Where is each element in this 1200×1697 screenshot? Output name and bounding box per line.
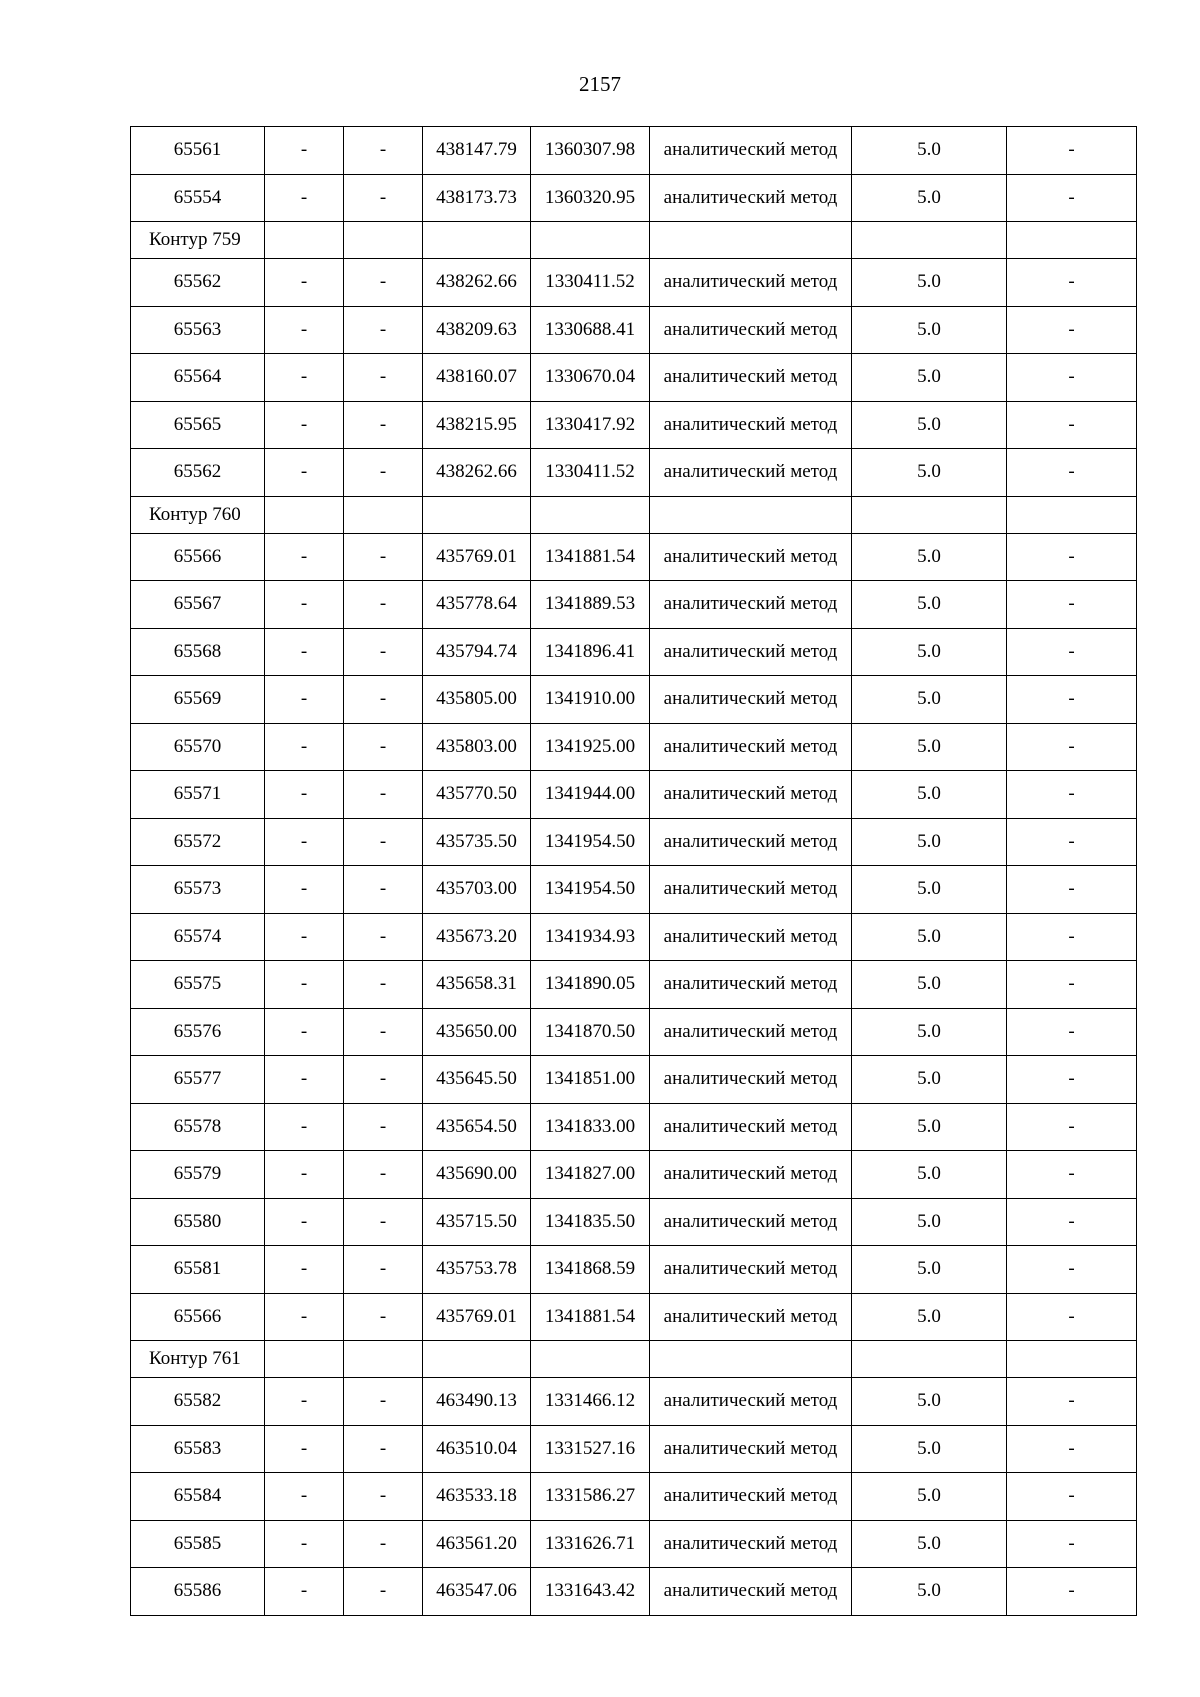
method-cell: аналитический метод [650, 1008, 852, 1056]
contour-label: Контур 761 [131, 1341, 265, 1378]
accuracy-cell: 5.0 [852, 1198, 1007, 1246]
accuracy-cell: 5.0 [852, 354, 1007, 402]
empty-dash-cell: - [265, 306, 344, 354]
empty-dash-cell: - [265, 1151, 344, 1199]
note-cell: - [1007, 1473, 1137, 1521]
note-cell: - [1007, 1293, 1137, 1341]
empty-cell [423, 496, 531, 533]
y-coordinate-cell: 1341890.05 [531, 961, 650, 1009]
empty-cell [344, 1341, 423, 1378]
empty-dash-cell: - [265, 449, 344, 497]
empty-dash-cell: - [344, 1293, 423, 1341]
accuracy-cell: 5.0 [852, 771, 1007, 819]
empty-dash-cell: - [344, 628, 423, 676]
note-cell: - [1007, 628, 1137, 676]
empty-dash-cell: - [265, 1520, 344, 1568]
accuracy-cell: 5.0 [852, 961, 1007, 1009]
point-id-cell: 65573 [131, 866, 265, 914]
note-cell: - [1007, 127, 1137, 175]
empty-dash-cell: - [265, 1198, 344, 1246]
method-cell: аналитический метод [650, 628, 852, 676]
x-coordinate-cell: 463533.18 [423, 1473, 531, 1521]
method-cell: аналитический метод [650, 354, 852, 402]
point-id-cell: 65582 [131, 1378, 265, 1426]
point-id-cell: 65579 [131, 1151, 265, 1199]
table-row [131, 676, 1137, 724]
empty-cell [265, 496, 344, 533]
empty-dash-cell: - [344, 818, 423, 866]
point-id-cell: 65585 [131, 1520, 265, 1568]
empty-dash-cell: - [265, 913, 344, 961]
accuracy-cell: 5.0 [852, 1568, 1007, 1616]
accuracy-cell: 5.0 [852, 1056, 1007, 1104]
y-coordinate-cell: 1341870.50 [531, 1008, 650, 1056]
method-cell: аналитический метод [650, 1056, 852, 1104]
empty-dash-cell: - [344, 961, 423, 1009]
point-id-cell: 65562 [131, 449, 265, 497]
x-coordinate-cell: 435794.74 [423, 628, 531, 676]
y-coordinate-cell: 1341934.93 [531, 913, 650, 961]
x-coordinate-cell: 435654.50 [423, 1103, 531, 1151]
empty-cell [1007, 1341, 1137, 1378]
x-coordinate-cell: 463490.13 [423, 1378, 531, 1426]
accuracy-cell: 5.0 [852, 174, 1007, 222]
y-coordinate-cell: 1341896.41 [531, 628, 650, 676]
method-cell: аналитический метод [650, 533, 852, 581]
empty-dash-cell: - [265, 818, 344, 866]
x-coordinate-cell: 435770.50 [423, 771, 531, 819]
method-cell: аналитический метод [650, 259, 852, 307]
empty-dash-cell: - [265, 771, 344, 819]
y-coordinate-cell: 1341889.53 [531, 581, 650, 629]
empty-cell [852, 222, 1007, 259]
method-cell: аналитический метод [650, 1473, 852, 1521]
x-coordinate-cell: 435753.78 [423, 1246, 531, 1294]
method-cell: аналитический метод [650, 913, 852, 961]
point-id-cell: 65584 [131, 1473, 265, 1521]
empty-cell [531, 496, 650, 533]
accuracy-cell: 5.0 [852, 449, 1007, 497]
note-cell: - [1007, 1008, 1137, 1056]
empty-cell [423, 222, 531, 259]
point-id-cell: 65566 [131, 1293, 265, 1341]
note-cell: - [1007, 533, 1137, 581]
point-id-cell: 65583 [131, 1425, 265, 1473]
empty-cell [531, 222, 650, 259]
point-id-cell: 65571 [131, 771, 265, 819]
point-id-cell: 65561 [131, 127, 265, 175]
empty-dash-cell: - [265, 1056, 344, 1104]
y-coordinate-cell: 1330670.04 [531, 354, 650, 402]
y-coordinate-cell: 1341910.00 [531, 676, 650, 724]
empty-dash-cell: - [265, 628, 344, 676]
note-cell: - [1007, 306, 1137, 354]
y-coordinate-cell: 1341944.00 [531, 771, 650, 819]
table-row [131, 1425, 1137, 1473]
note-cell: - [1007, 866, 1137, 914]
note-cell: - [1007, 174, 1137, 222]
empty-dash-cell: - [344, 1008, 423, 1056]
method-cell: аналитический метод [650, 818, 852, 866]
table-row [131, 449, 1137, 497]
empty-dash-cell: - [265, 1008, 344, 1056]
empty-dash-cell: - [265, 259, 344, 307]
x-coordinate-cell: 435715.50 [423, 1198, 531, 1246]
empty-dash-cell: - [344, 1246, 423, 1294]
point-id-cell: 65578 [131, 1103, 265, 1151]
method-cell: аналитический метод [650, 1425, 852, 1473]
table-row [131, 401, 1137, 449]
x-coordinate-cell: 435735.50 [423, 818, 531, 866]
x-coordinate-cell: 438160.07 [423, 354, 531, 402]
table-row [131, 259, 1137, 307]
y-coordinate-cell: 1360307.98 [531, 127, 650, 175]
note-cell: - [1007, 1056, 1137, 1104]
y-coordinate-cell: 1341881.54 [531, 1293, 650, 1341]
x-coordinate-cell: 435769.01 [423, 1293, 531, 1341]
empty-dash-cell: - [265, 1293, 344, 1341]
note-cell: - [1007, 449, 1137, 497]
x-coordinate-cell: 438147.79 [423, 127, 531, 175]
table-row [131, 961, 1137, 1009]
table-row [131, 306, 1137, 354]
empty-dash-cell: - [265, 401, 344, 449]
note-cell: - [1007, 771, 1137, 819]
point-id-cell: 65574 [131, 913, 265, 961]
empty-dash-cell: - [344, 1473, 423, 1521]
note-cell: - [1007, 818, 1137, 866]
method-cell: аналитический метод [650, 1198, 852, 1246]
empty-dash-cell: - [344, 449, 423, 497]
note-cell: - [1007, 1151, 1137, 1199]
empty-dash-cell: - [344, 866, 423, 914]
contour-label: Контур 759 [131, 222, 265, 259]
note-cell: - [1007, 259, 1137, 307]
method-cell: аналитический метод [650, 174, 852, 222]
table-row [131, 1378, 1137, 1426]
empty-cell [1007, 222, 1137, 259]
empty-dash-cell: - [344, 771, 423, 819]
table-row [131, 354, 1137, 402]
coordinates-table [130, 126, 1137, 1616]
note-cell: - [1007, 1378, 1137, 1426]
y-coordinate-cell: 1330411.52 [531, 449, 650, 497]
empty-dash-cell: - [265, 533, 344, 581]
accuracy-cell: 5.0 [852, 866, 1007, 914]
note-cell: - [1007, 1520, 1137, 1568]
accuracy-cell: 5.0 [852, 1103, 1007, 1151]
method-cell: аналитический метод [650, 1568, 852, 1616]
accuracy-cell: 5.0 [852, 723, 1007, 771]
note-cell: - [1007, 1246, 1137, 1294]
accuracy-cell: 5.0 [852, 1425, 1007, 1473]
table-row [131, 533, 1137, 581]
empty-cell [265, 1341, 344, 1378]
table-row [131, 1473, 1137, 1521]
empty-dash-cell: - [344, 1378, 423, 1426]
empty-dash-cell: - [265, 1473, 344, 1521]
table-row [131, 1056, 1137, 1104]
contour-label: Контур 760 [131, 496, 265, 533]
x-coordinate-cell: 438215.95 [423, 401, 531, 449]
note-cell: - [1007, 1198, 1137, 1246]
point-id-cell: 65576 [131, 1008, 265, 1056]
accuracy-cell: 5.0 [852, 628, 1007, 676]
note-cell: - [1007, 1568, 1137, 1616]
table-row [131, 1103, 1137, 1151]
method-cell: аналитический метод [650, 306, 852, 354]
point-id-cell: 65572 [131, 818, 265, 866]
point-id-cell: 65568 [131, 628, 265, 676]
point-id-cell: 65564 [131, 354, 265, 402]
note-cell: - [1007, 1103, 1137, 1151]
empty-dash-cell: - [265, 581, 344, 629]
contour-header-row [131, 222, 1137, 259]
empty-dash-cell: - [344, 174, 423, 222]
empty-cell [650, 1341, 852, 1378]
empty-dash-cell: - [344, 676, 423, 724]
contour-header-row [131, 1341, 1137, 1378]
empty-dash-cell: - [344, 1568, 423, 1616]
empty-dash-cell: - [344, 1103, 423, 1151]
empty-cell [650, 496, 852, 533]
point-id-cell: 65580 [131, 1198, 265, 1246]
note-cell: - [1007, 354, 1137, 402]
empty-dash-cell: - [265, 1378, 344, 1426]
empty-dash-cell: - [265, 1425, 344, 1473]
empty-dash-cell: - [344, 723, 423, 771]
x-coordinate-cell: 438209.63 [423, 306, 531, 354]
y-coordinate-cell: 1330688.41 [531, 306, 650, 354]
empty-dash-cell: - [344, 581, 423, 629]
table-row [131, 771, 1137, 819]
point-id-cell: 65586 [131, 1568, 265, 1616]
empty-dash-cell: - [265, 1568, 344, 1616]
method-cell: аналитический метод [650, 771, 852, 819]
table-row [131, 127, 1137, 175]
x-coordinate-cell: 435805.00 [423, 676, 531, 724]
x-coordinate-cell: 435673.20 [423, 913, 531, 961]
y-coordinate-cell: 1331466.12 [531, 1378, 650, 1426]
x-coordinate-cell: 438173.73 [423, 174, 531, 222]
empty-dash-cell: - [344, 533, 423, 581]
method-cell: аналитический метод [650, 1151, 852, 1199]
y-coordinate-cell: 1331586.27 [531, 1473, 650, 1521]
point-id-cell: 65581 [131, 1246, 265, 1294]
page-number: 2157 [579, 72, 621, 96]
empty-dash-cell: - [344, 1056, 423, 1104]
empty-cell [852, 1341, 1007, 1378]
y-coordinate-cell: 1341833.00 [531, 1103, 650, 1151]
table-row [131, 866, 1137, 914]
x-coordinate-cell: 435703.00 [423, 866, 531, 914]
point-id-cell: 65567 [131, 581, 265, 629]
x-coordinate-cell: 463561.20 [423, 1520, 531, 1568]
method-cell: аналитический метод [650, 1378, 852, 1426]
accuracy-cell: 5.0 [852, 913, 1007, 961]
accuracy-cell: 5.0 [852, 1008, 1007, 1056]
y-coordinate-cell: 1341925.00 [531, 723, 650, 771]
x-coordinate-cell: 438262.66 [423, 259, 531, 307]
method-cell: аналитический метод [650, 961, 852, 1009]
accuracy-cell: 5.0 [852, 401, 1007, 449]
y-coordinate-cell: 1341954.50 [531, 818, 650, 866]
accuracy-cell: 5.0 [852, 259, 1007, 307]
empty-dash-cell: - [265, 354, 344, 402]
accuracy-cell: 5.0 [852, 1293, 1007, 1341]
note-cell: - [1007, 581, 1137, 629]
empty-dash-cell: - [344, 1520, 423, 1568]
y-coordinate-cell: 1341851.00 [531, 1056, 650, 1104]
empty-dash-cell: - [344, 1151, 423, 1199]
accuracy-cell: 5.0 [852, 818, 1007, 866]
x-coordinate-cell: 463547.06 [423, 1568, 531, 1616]
empty-dash-cell: - [344, 1425, 423, 1473]
y-coordinate-cell: 1331626.71 [531, 1520, 650, 1568]
empty-cell [423, 1341, 531, 1378]
method-cell: аналитический метод [650, 1293, 852, 1341]
note-cell: - [1007, 676, 1137, 724]
table-body [131, 127, 1137, 1616]
contour-header-row [131, 496, 1137, 533]
empty-cell [265, 222, 344, 259]
empty-cell [1007, 496, 1137, 533]
table-row [131, 628, 1137, 676]
empty-dash-cell: - [344, 306, 423, 354]
empty-cell [852, 496, 1007, 533]
method-cell: аналитический метод [650, 401, 852, 449]
empty-dash-cell: - [344, 913, 423, 961]
x-coordinate-cell: 435658.31 [423, 961, 531, 1009]
empty-dash-cell: - [265, 127, 344, 175]
accuracy-cell: 5.0 [852, 1473, 1007, 1521]
accuracy-cell: 5.0 [852, 533, 1007, 581]
y-coordinate-cell: 1360320.95 [531, 174, 650, 222]
table-row [131, 913, 1137, 961]
empty-dash-cell: - [265, 866, 344, 914]
method-cell: аналитический метод [650, 127, 852, 175]
accuracy-cell: 5.0 [852, 1151, 1007, 1199]
empty-cell [344, 496, 423, 533]
point-id-cell: 65554 [131, 174, 265, 222]
empty-dash-cell: - [265, 174, 344, 222]
method-cell: аналитический метод [650, 723, 852, 771]
accuracy-cell: 5.0 [852, 676, 1007, 724]
x-coordinate-cell: 435690.00 [423, 1151, 531, 1199]
table-row [131, 1198, 1137, 1246]
note-cell: - [1007, 723, 1137, 771]
table-row [131, 1246, 1137, 1294]
x-coordinate-cell: 435650.00 [423, 1008, 531, 1056]
x-coordinate-cell: 438262.66 [423, 449, 531, 497]
table-row [131, 723, 1137, 771]
method-cell: аналитический метод [650, 676, 852, 724]
point-id-cell: 65569 [131, 676, 265, 724]
y-coordinate-cell: 1330411.52 [531, 259, 650, 307]
table-row [131, 174, 1137, 222]
empty-cell [344, 222, 423, 259]
empty-dash-cell: - [344, 259, 423, 307]
table-row [131, 1520, 1137, 1568]
table-row [131, 1008, 1137, 1056]
point-id-cell: 65563 [131, 306, 265, 354]
y-coordinate-cell: 1331643.42 [531, 1568, 650, 1616]
method-cell: аналитический метод [650, 449, 852, 497]
x-coordinate-cell: 435778.64 [423, 581, 531, 629]
y-coordinate-cell: 1341827.00 [531, 1151, 650, 1199]
empty-dash-cell: - [265, 1246, 344, 1294]
point-id-cell: 65577 [131, 1056, 265, 1104]
method-cell: аналитический метод [650, 581, 852, 629]
y-coordinate-cell: 1341881.54 [531, 533, 650, 581]
accuracy-cell: 5.0 [852, 1246, 1007, 1294]
empty-dash-cell: - [344, 354, 423, 402]
note-cell: - [1007, 961, 1137, 1009]
x-coordinate-cell: 463510.04 [423, 1425, 531, 1473]
empty-dash-cell: - [265, 676, 344, 724]
point-id-cell: 65566 [131, 533, 265, 581]
table-row [131, 1293, 1137, 1341]
method-cell: аналитический метод [650, 1103, 852, 1151]
accuracy-cell: 5.0 [852, 1520, 1007, 1568]
accuracy-cell: 5.0 [852, 306, 1007, 354]
method-cell: аналитический метод [650, 1520, 852, 1568]
note-cell: - [1007, 913, 1137, 961]
note-cell: - [1007, 401, 1137, 449]
y-coordinate-cell: 1341868.59 [531, 1246, 650, 1294]
empty-dash-cell: - [265, 723, 344, 771]
empty-dash-cell: - [265, 961, 344, 1009]
note-cell: - [1007, 1425, 1137, 1473]
table-row [131, 581, 1137, 629]
point-id-cell: 65562 [131, 259, 265, 307]
empty-dash-cell: - [344, 127, 423, 175]
x-coordinate-cell: 435769.01 [423, 533, 531, 581]
accuracy-cell: 5.0 [852, 1378, 1007, 1426]
x-coordinate-cell: 435645.50 [423, 1056, 531, 1104]
method-cell: аналитический метод [650, 1246, 852, 1294]
point-id-cell: 65565 [131, 401, 265, 449]
y-coordinate-cell: 1330417.92 [531, 401, 650, 449]
y-coordinate-cell: 1341954.50 [531, 866, 650, 914]
accuracy-cell: 5.0 [852, 127, 1007, 175]
point-id-cell: 65575 [131, 961, 265, 1009]
table-row [131, 1151, 1137, 1199]
point-id-cell: 65570 [131, 723, 265, 771]
method-cell: аналитический метод [650, 866, 852, 914]
empty-dash-cell: - [344, 1198, 423, 1246]
y-coordinate-cell: 1331527.16 [531, 1425, 650, 1473]
x-coordinate-cell: 435803.00 [423, 723, 531, 771]
y-coordinate-cell: 1341835.50 [531, 1198, 650, 1246]
empty-cell [531, 1341, 650, 1378]
accuracy-cell: 5.0 [852, 581, 1007, 629]
empty-dash-cell: - [265, 1103, 344, 1151]
empty-dash-cell: - [344, 401, 423, 449]
empty-cell [650, 222, 852, 259]
table-row [131, 818, 1137, 866]
table-row [131, 1568, 1137, 1616]
